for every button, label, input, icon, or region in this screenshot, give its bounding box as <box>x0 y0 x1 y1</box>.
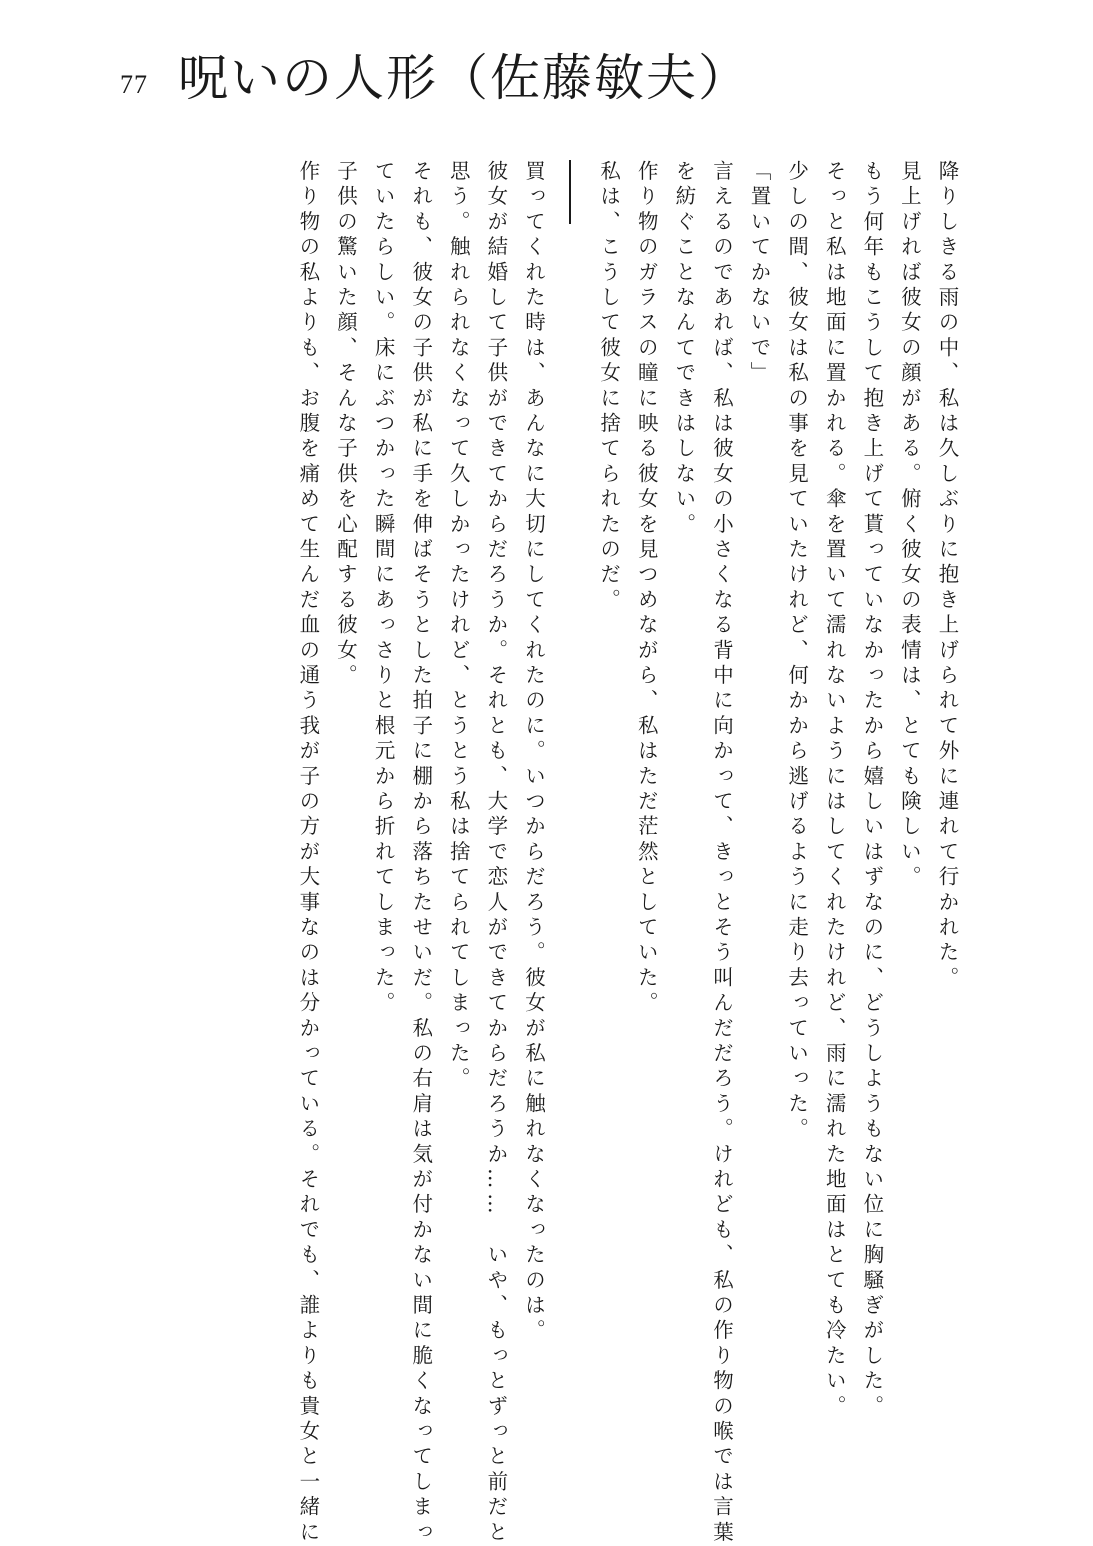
text-line: 私は、こうして彼女に捨てられたのだ。 <box>596 160 621 614</box>
text-line: 子供の驚いた顔、そんな子供を心配する彼女。 <box>333 160 358 690</box>
text-line: 降りしきる雨の中、私は久しぶりに抱き上げられて外に連れて行かれた。 <box>935 160 959 992</box>
text-line: 作り物のガラスの瞳に映る彼女を見つめながら、私はただ茫然としていた。 <box>634 160 659 1017</box>
text-line: ていたらしい。床にぶつかった瞬間にあっさりと根元から折れてしまった。 <box>371 160 396 1017</box>
scene-break-bar <box>569 160 571 224</box>
text-line: 見上げれば彼女の顔がある。俯く彼女の表情は、とても険しい。 <box>897 160 922 891</box>
text-line: 彼女が結婚して子供ができてからだろうか。それとも、大学で恋人ができてからだろうか…… いや、もっとずっと前だと <box>483 160 508 1546</box>
text-line: 作り物の私よりも、お腹を痛めて生んだ血の通う我が子の方が大事なのは分かっている。それでも、誰よりも貴女と一緒に <box>295 160 320 1546</box>
text-line: 言えるのであれば、私は彼女の小さくなる背中に向かって、きっとそう叫んだだろう。けれども、私の作り物の喉では言葉 <box>709 160 734 1546</box>
text-line: それも、彼女の子供が私に手を伸ばそうとした拍子に棚から落ちたせいだ。私の右肩は気が付かない間に脆くなってしまっ <box>408 160 433 1546</box>
text-line: もう何年もこうして抱き上げて貰っていなかったから嬉しいはずなのに、どうしようもない位に胸騒ぎがした。 <box>859 160 884 1420</box>
dialogue-line: 「置いてかないで」 <box>747 160 772 387</box>
chapter-title: 呪いの人形（佐藤敏夫） <box>178 49 750 107</box>
scene-break-dash <box>551 160 589 1410</box>
text-line: 思う。触れられなくなって久しかったけれど、とうとう私は捨てられてしまった。 <box>446 160 471 1093</box>
text-line: そっと私は地面に置かれる。傘を置いて濡れないようにはしてくれたけれど、雨に濡れた地面はとても冷たい。 <box>822 160 847 1420</box>
text-line: 少しの間、彼女は私の事を見ていたけれど、何かから逃げるように走り去っていった。 <box>784 160 809 1143</box>
body-text <box>288 160 965 1546</box>
page-number: 77 <box>120 70 148 99</box>
text-line: を紡ぐことなんてできはしない。 <box>671 160 696 538</box>
text-line: 買ってくれた時は、あんなに大切にしてくれたのに。いつからだろう。彼女が私に触れなくなったのは。 <box>521 160 546 1345</box>
